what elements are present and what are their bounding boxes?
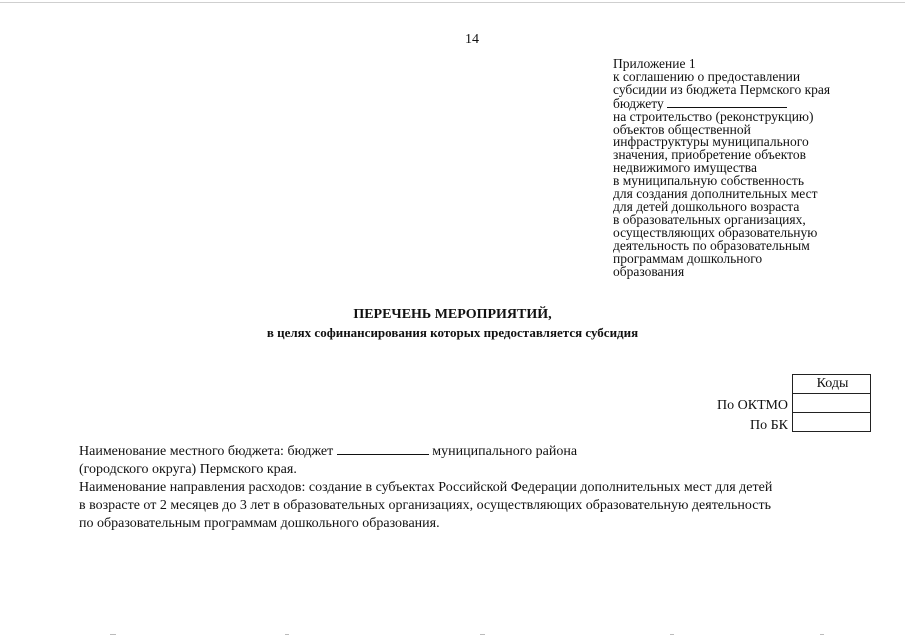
appendix-line: в образовательных организациях, [613,211,806,227]
appendix-line: осуществляющих образовательную [613,224,818,240]
appendix-line: к соглашению о предоставлении [613,68,801,84]
appendix-line: в муниципальную собственность [613,173,804,189]
expenses-line: по образовательным программам дошкольного образования. [79,516,440,531]
scan-mark [285,634,289,635]
budget-name-prefix: Наименование местного бюджета: бюджет [79,444,334,459]
okmo-label: По ОКТМО [717,398,788,413]
scan-mark [820,634,824,635]
codes-header: Коды [793,375,871,394]
document-body [79,443,879,533]
appendix-line: инфраструктуры муниципального [613,134,809,150]
document-subtitle: в целях софинансирования которых предоставляется субсидия [266,325,639,340]
codes-table [792,374,871,432]
page-number: 14 [465,32,479,47]
appendix-budget-blank [667,97,787,108]
scan-mark [480,634,485,635]
appendix-title: Приложение 1 [613,56,696,71]
budget-name-blank [337,444,429,455]
appendix-line: объектов общественной [613,121,751,137]
okmo-code-cell [793,394,871,413]
scan-bottom-marks [60,630,840,640]
appendix-budget-word: бюджету [613,95,664,111]
appendix-line: значения, приобретение объектов [613,147,806,163]
budget-name-line-2: (городского округа) Пермского края. [79,462,297,477]
appendix-block [613,58,903,278]
scan-mark [670,634,674,635]
scan-mark [110,634,116,635]
appendix-line: программам дошкольного [613,250,763,266]
appendix-line: недвижимого имущества [613,160,757,176]
bk-code-cell [793,413,871,432]
document-title: ПЕРЕЧЕНЬ МЕРОПРИЯТИЙ, [353,307,552,322]
page-top-edge-line [0,2,905,3]
appendix-line: деятельность по образовательным [613,237,810,253]
appendix-line: образования [613,263,685,279]
appendix-line: для создания дополнительных мест [613,186,818,202]
appendix-line: на строительство (реконструкцию) [613,108,814,124]
expenses-line: в возрасте от 2 месяцев до 3 лет в образовательных организациях, осуществляющих образовательную деятельность [79,498,771,513]
bk-label: По БК [750,418,788,433]
budget-name-line [79,443,879,461]
appendix-line: субсидии из бюджета Пермского края [613,81,831,97]
appendix-line: для детей дошкольного возраста [613,198,800,214]
expenses-line: Наименование направления расходов: создание в субъектах Российской Федерации дополнительных мест для детей [79,480,773,495]
budget-name-suffix: муниципального района [432,444,578,459]
